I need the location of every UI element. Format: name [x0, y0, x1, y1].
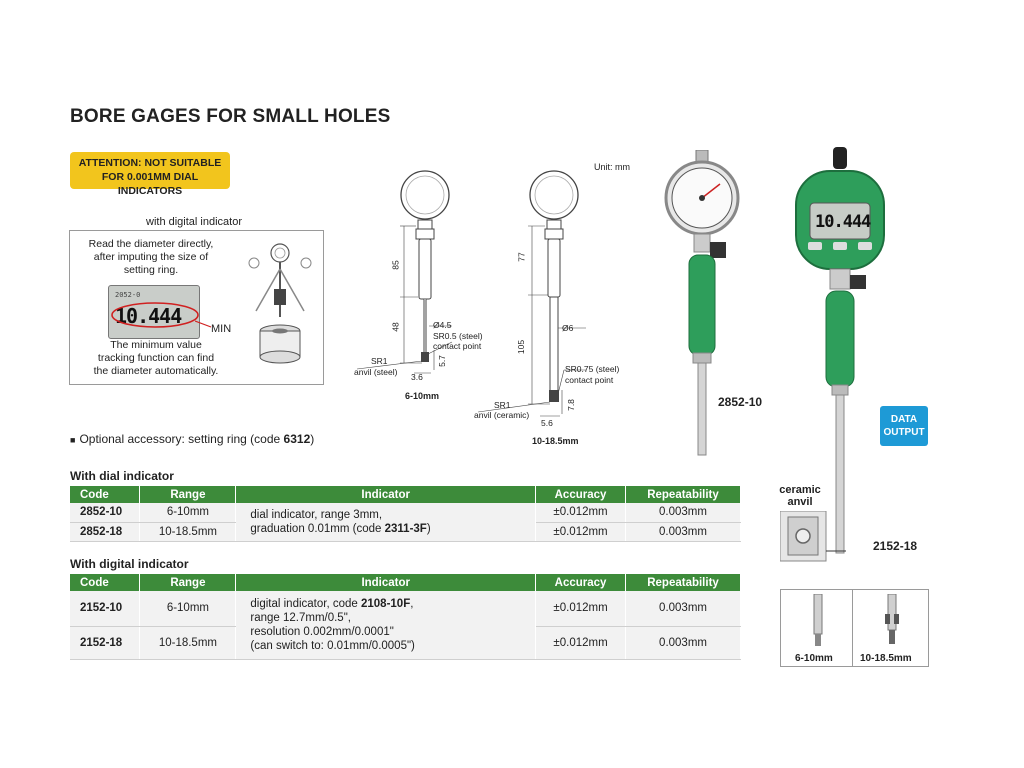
table-row: [70, 591, 741, 626]
indicator-line: dial indicator, range 3mm,: [250, 508, 383, 521]
tip-divider: [852, 590, 853, 666]
cell-code: 2152-10: [70, 591, 140, 626]
table-header-row: [70, 574, 741, 591]
ceramic-anvil-closeup: [780, 511, 850, 563]
cell-code: 2152-18: [70, 626, 140, 659]
technical-drawing-6-10: [352, 168, 477, 388]
box-text-top-line: setting ring.: [123, 264, 179, 276]
dim-105: 105: [516, 339, 527, 355]
page-title: BORE GAGES FOR SMALL HOLES: [70, 106, 391, 127]
cell-code: 2852-10: [70, 503, 140, 522]
tip-label-10-18-5: 10-18.5mm: [860, 653, 912, 664]
indicator-line: resolution 0.002mm/0.0001": [250, 625, 394, 638]
ceramic-anvil-label: [775, 484, 825, 508]
cell-accuracy: ±0.012mm: [536, 503, 626, 522]
dial-spec-table: [70, 486, 741, 542]
cell-indicator: [236, 503, 536, 541]
technical-drawing-10-18-5: [478, 168, 628, 433]
unit-label: Unit: mm: [594, 162, 630, 172]
header-code: Code: [70, 486, 140, 503]
dim-contact-point: contact point: [433, 341, 482, 351]
indicator-text: ,: [410, 597, 414, 610]
dim-anvil-ceramic: anvil (ceramic): [474, 410, 530, 420]
box-text-bottom-line: tracking function can find: [97, 352, 215, 364]
header-range: Range: [140, 574, 236, 591]
dim-sr1: SR1: [371, 356, 388, 366]
ceramic-anvil-line: ceramic: [779, 484, 821, 496]
dim-anvil-steel: anvil (steel): [354, 367, 398, 377]
min-label: MIN: [211, 323, 232, 335]
dim-48: 48: [390, 322, 401, 332]
drawing-caption-6-10: 6-10mm: [405, 391, 440, 401]
box-text-bottom-line: the diameter automatically.: [93, 365, 219, 377]
table-header-row: [70, 486, 741, 503]
indicator-code: 2108-10F: [360, 597, 411, 610]
cell-repeatability: 0.003mm: [626, 591, 741, 626]
dim-5-7: 5.7: [436, 355, 447, 367]
dim-sr1-2: SR1: [494, 400, 511, 410]
indicator-line: range 12.7mm/0.5",: [250, 611, 351, 624]
lcd-small-text: 2052-0: [115, 291, 141, 299]
lcd-display: [108, 285, 200, 339]
digital-spec-table: [70, 574, 741, 660]
indicator-line: (can switch to: 0.01mm/0.0005"): [250, 639, 415, 652]
dim-dia-4-5: Ø4.5: [433, 320, 452, 330]
dim-5-6: 5.6: [541, 418, 553, 428]
cell-accuracy: ±0.012mm: [536, 591, 626, 626]
cell-range: 6-10mm: [140, 503, 236, 522]
indicator-text: graduation 0.01mm (code: [250, 522, 385, 535]
model-label-dial: 2852-10: [718, 395, 763, 409]
model-label-digital: 2152-18: [873, 539, 918, 553]
digital-caption: with digital indicator: [146, 216, 242, 228]
data-output-line: DATA: [890, 414, 918, 425]
data-output-line: OUTPUT: [883, 427, 925, 438]
table-row: [70, 503, 741, 522]
box-text-top: [76, 238, 226, 277]
indicator-code: 2311-3F: [384, 522, 427, 535]
dim-dia-6: Ø6: [562, 323, 574, 333]
indicator-line: [250, 522, 531, 536]
cell-range: 10-18.5mm: [140, 626, 236, 659]
setting-ring-illustration: [240, 239, 320, 369]
cell-code: 2852-18: [70, 522, 140, 541]
cell-indicator: [236, 591, 536, 659]
header-accuracy: Accuracy: [536, 486, 626, 503]
attention-line-2: FOR 0.001MM DIAL INDICATORS: [101, 171, 199, 197]
cell-repeatability: 0.003mm: [626, 503, 741, 522]
ceramic-anvil-line: anvil: [787, 496, 813, 508]
header-accuracy: Accuracy: [536, 574, 626, 591]
header-repeatability: Repeatability: [626, 574, 741, 591]
box-text-bottom: [76, 339, 236, 378]
box-text-top-line: Read the diameter directly,: [88, 238, 214, 250]
dim-contact-point-2: contact point: [565, 375, 614, 385]
cell-accuracy: ±0.012mm: [536, 626, 626, 659]
header-code: Code: [70, 574, 140, 591]
header-repeatability: Repeatability: [626, 486, 741, 503]
red-ellipse-highlight: [111, 300, 201, 330]
box-text-bottom-line: The minimum value: [110, 339, 202, 351]
digital-info-box: [69, 230, 324, 385]
cell-repeatability: 0.003mm: [626, 522, 741, 541]
accessory-suffix: ): [310, 432, 315, 446]
data-output-badge: [880, 406, 928, 446]
tip-image-10-18-5: [877, 594, 907, 649]
accessory-prefix: Optional accessory: setting ring (code: [79, 432, 284, 446]
header-range: Range: [140, 486, 236, 503]
dim-85: 85: [390, 260, 401, 270]
dim-7-8: 7.8: [565, 399, 576, 411]
tip-comparison-box: [780, 589, 929, 667]
indicator-text: digital indicator, code: [250, 597, 361, 610]
dim-sr0-5: SR0.5 (steel): [433, 331, 483, 341]
cell-repeatability: 0.003mm: [626, 626, 741, 659]
dim-sr0-75: SR0.75 (steel): [565, 364, 620, 374]
drawing-caption-10-18-5: 10-18.5mm: [532, 436, 579, 446]
attention-badge: [70, 152, 230, 197]
accessory-note: [70, 432, 314, 446]
header-indicator: Indicator: [236, 486, 536, 503]
attention-line-1: ATTENTION: NOT SUITABLE: [78, 157, 222, 169]
dial-section-label: With dial indicator: [70, 469, 174, 483]
bullet-icon: ■: [70, 435, 76, 445]
digital-section-label: With digital indicator: [70, 557, 189, 571]
tip-image-6-10: [803, 594, 833, 649]
dim-3-6: 3.6: [411, 372, 423, 382]
cell-range: 10-18.5mm: [140, 522, 236, 541]
box-text-top-line: after imputing the size of: [93, 251, 209, 263]
digital-display-value: 10.444: [815, 212, 871, 232]
indicator-line: [250, 597, 531, 611]
lcd-value: 10.444: [115, 304, 182, 328]
header-indicator: Indicator: [236, 574, 536, 591]
cell-range: 6-10mm: [140, 591, 236, 626]
cell-accuracy: ±0.012mm: [536, 522, 626, 541]
dim-77: 77: [516, 252, 527, 262]
dial-bore-gage-image: [662, 150, 742, 460]
tip-label-6-10: 6-10mm: [795, 653, 833, 664]
indicator-text: ): [426, 522, 431, 535]
accessory-code: 6312: [283, 432, 311, 446]
